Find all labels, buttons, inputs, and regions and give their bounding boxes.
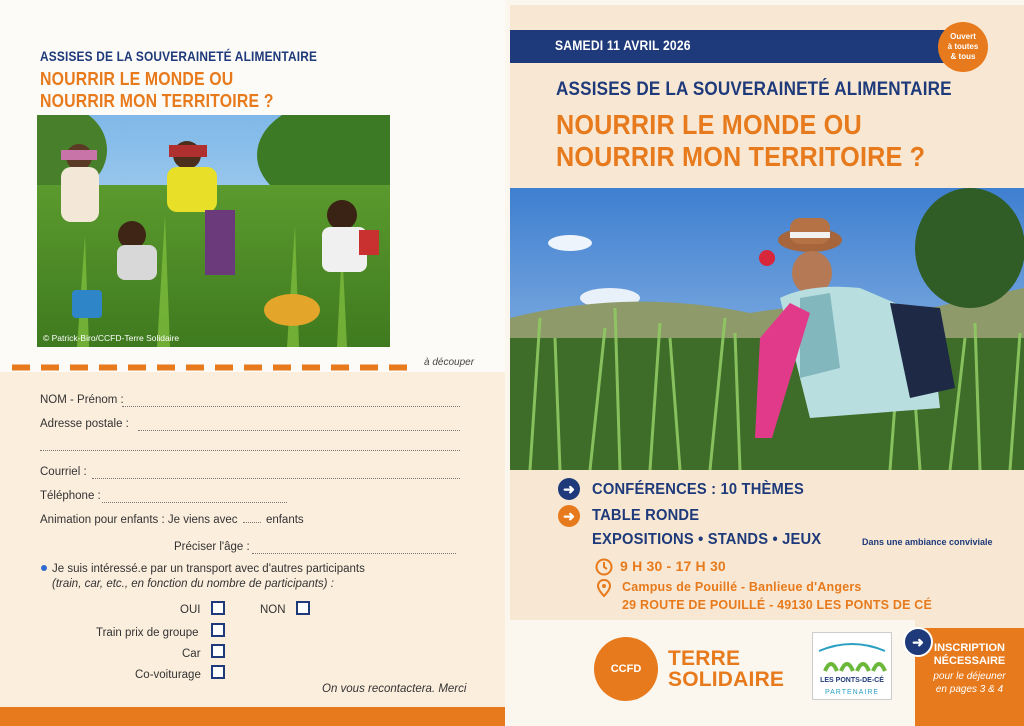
oui-checkbox[interactable]: [211, 601, 225, 615]
event-time: 9 H 30 - 17 H 30: [620, 558, 726, 574]
open-badge: [938, 22, 988, 72]
partner-logo: [812, 632, 892, 700]
age-field[interactable]: [252, 552, 456, 554]
bullet-icon: [41, 565, 47, 571]
farmers-photo: [37, 115, 390, 347]
right-title-line2b: NOURRIR MON TERRITOIRE ?: [556, 141, 926, 172]
ccfd-logo: CCFD: [594, 637, 658, 701]
arrow-right-icon: ➜: [558, 505, 580, 527]
left-title-line2b: NOURRIR MON TERRITOIRE ?: [40, 91, 274, 111]
feature-table-ronde: TABLE RONDE: [592, 507, 700, 524]
location-icon: [595, 579, 613, 597]
form-bottom-bar: [0, 707, 505, 726]
age-label: Préciser l'âge :: [174, 541, 250, 553]
car-label: Car: [182, 648, 201, 660]
non-label: NON: [260, 604, 286, 616]
partner-label: PARTENAIRE: [824, 689, 880, 696]
right-title-line2a: NOURRIR LE MONDE OU: [556, 109, 862, 140]
cut-label: à découper: [424, 357, 475, 368]
phone-field[interactable]: [102, 501, 287, 503]
address-label: Adresse postale :: [40, 418, 129, 430]
bridge-icon: [813, 637, 891, 677]
kids-count-field[interactable]: [243, 522, 261, 523]
feature-expositions: EXPOSITIONS • STANDS • JEUX: [592, 531, 822, 548]
transport-line2: (train, car, etc., en fonction du nombre de participants) :: [52, 578, 334, 590]
email-label: Courriel :: [40, 466, 87, 478]
covoit-checkbox[interactable]: [211, 665, 225, 679]
transport-line1: Je suis intéressé.e par un transport avec d'autres participants: [52, 563, 365, 575]
left-title-line2: [40, 68, 274, 112]
email-field[interactable]: [92, 477, 460, 479]
name-field[interactable]: [122, 405, 460, 407]
brand-line2: SOLIDAIRE: [668, 668, 785, 691]
cut-line: [12, 364, 417, 371]
photo-credit: © Patrick-Biro/CCFD-Terre Solidaire: [43, 333, 180, 343]
badge-line1: Ouvert: [950, 32, 976, 41]
phone-label: Téléphone :: [40, 490, 101, 502]
badge-line3: & tous: [950, 52, 976, 61]
left-title-line1: ASSISES DE LA SOUVERAINETÉ ALIMENTAIRE: [40, 48, 318, 64]
covoit-label: Co-voiturage: [135, 669, 201, 681]
address-field-line2[interactable]: [40, 449, 460, 451]
venue: Campus de Pouillé - Banlieue d'Angers: [622, 580, 862, 594]
clock-icon: [595, 558, 613, 576]
feature-conferences: CONFÉRENCES : 10 THÈMES: [592, 481, 804, 498]
address-field[interactable]: [138, 429, 460, 431]
venue-address: 29 ROUTE DE POUILLÉ - 49130 LES PONTS DE CÉ: [622, 598, 933, 612]
left-title-line2a: NOURRIR LE MONDE OU: [40, 69, 234, 89]
onion-field-photo: [510, 188, 1024, 470]
recontact-note: On vous recontactera. Merci: [322, 683, 467, 695]
car-checkbox[interactable]: [211, 644, 225, 658]
kids-label-a: Animation pour enfants : Je viens avec: [40, 514, 238, 526]
inscription-line1: INSCRIPTION: [934, 642, 1005, 654]
badge-line2: à toutes: [947, 42, 979, 51]
feature-note: Dans une ambiance conviviale: [862, 537, 993, 547]
train-label: Train prix de groupe: [96, 627, 199, 639]
arrow-right-icon: ➜: [903, 627, 933, 657]
brand-line1: TERRE: [668, 647, 741, 670]
right-title-line2: [556, 109, 925, 173]
non-checkbox[interactable]: [296, 601, 310, 615]
partner-name: LES PONTS-DE-CÉ: [820, 677, 884, 684]
kids-label-b: enfants: [265, 514, 304, 526]
inscription-line3: pour le déjeuner: [933, 671, 1006, 682]
brand-name: [668, 648, 784, 690]
kids-label: [40, 514, 304, 526]
event-date: SAMEDI 11 AVRIL 2026: [555, 38, 691, 53]
arrow-right-icon: ➜: [558, 478, 580, 500]
inscription-line2: NÉCESSAIRE: [933, 655, 1006, 667]
name-label: NOM - Prénom :: [40, 394, 124, 406]
oui-label: OUI: [180, 604, 201, 616]
inscription-line4: en pages 3 & 4: [935, 684, 1004, 695]
right-title-line1: ASSISES DE LA SOUVERAINETÉ ALIMENTAIRE: [556, 79, 952, 100]
train-checkbox[interactable]: [211, 623, 225, 637]
